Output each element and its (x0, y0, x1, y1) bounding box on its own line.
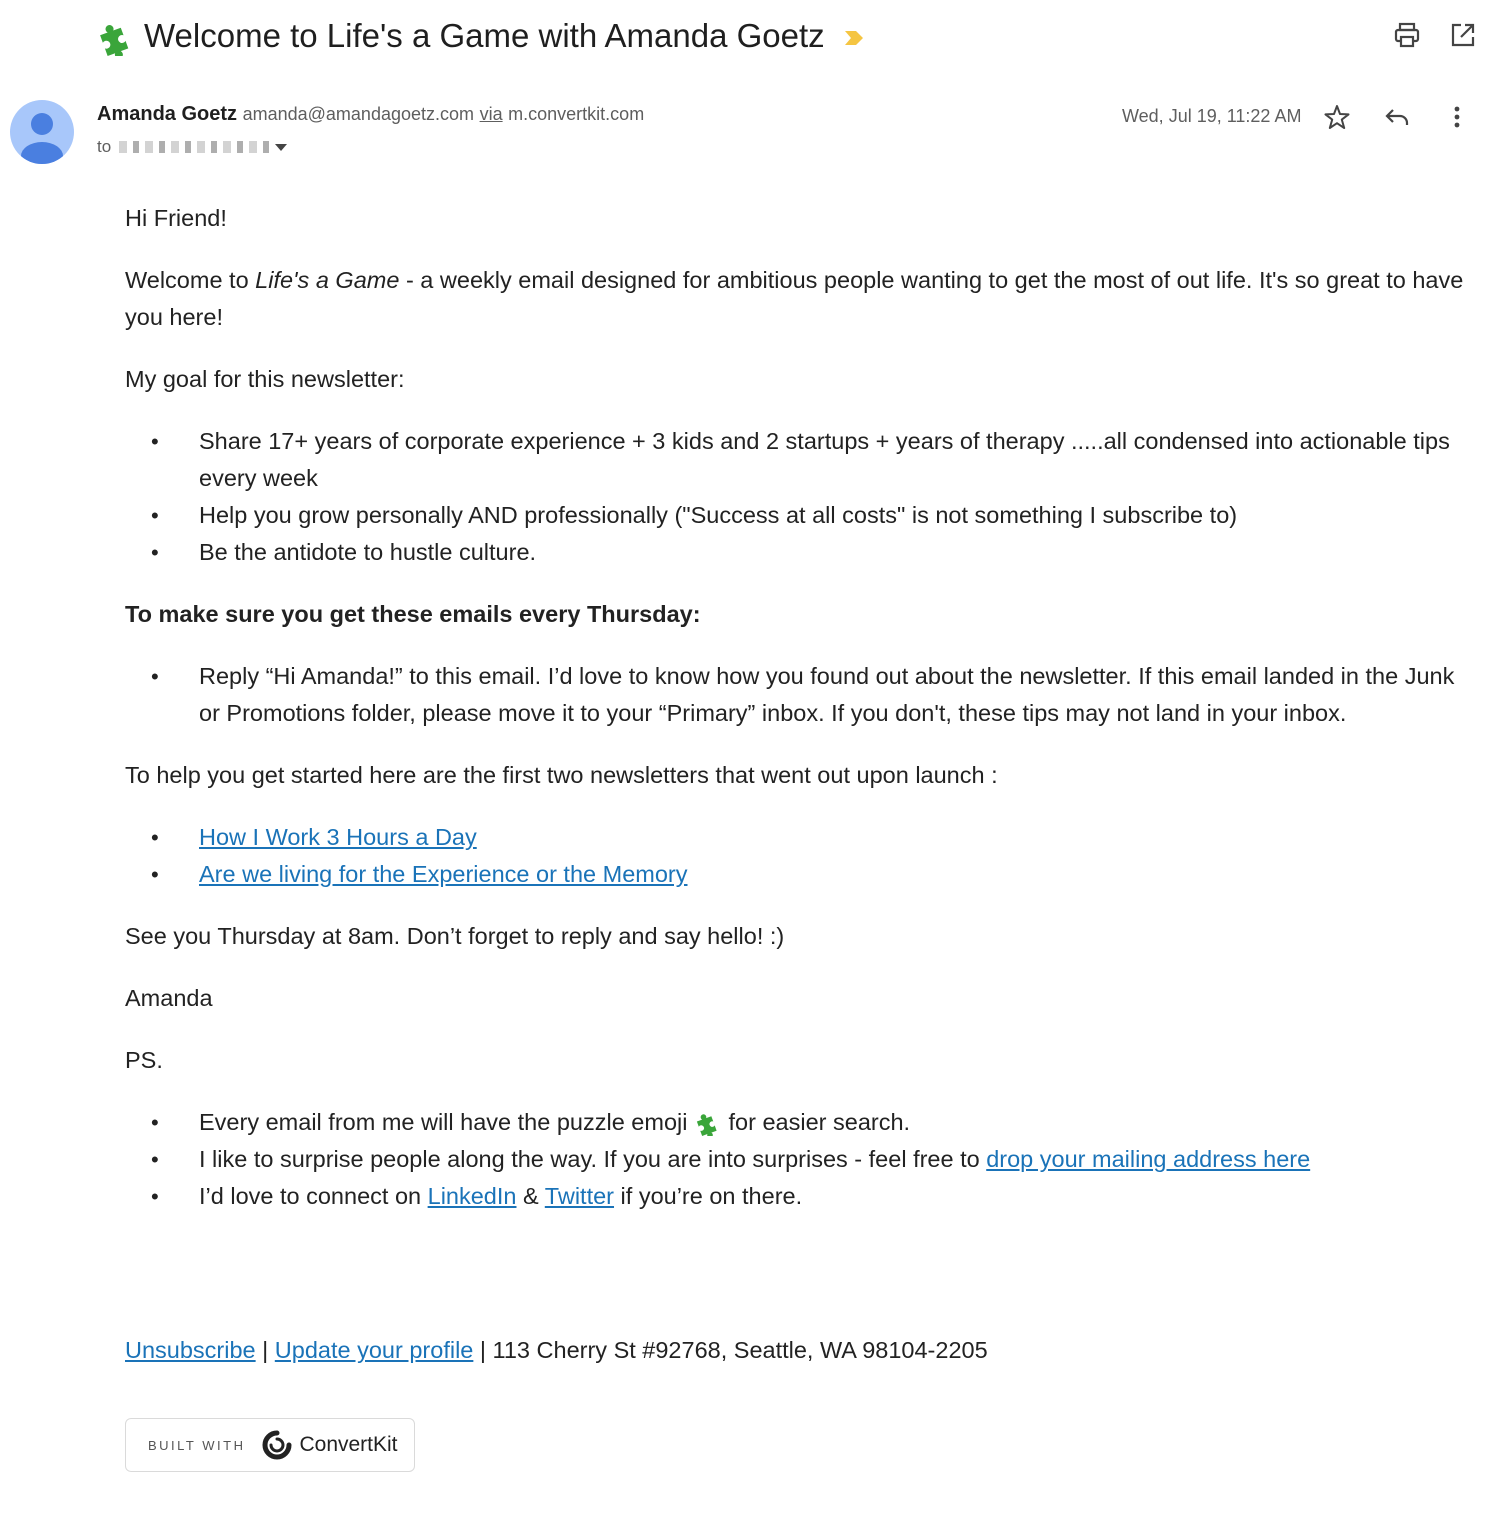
ps-text: Every email from me will have the puzzle emoji (199, 1109, 694, 1135)
email-footer (125, 1337, 988, 1364)
reply-icon[interactable] (1382, 102, 1412, 132)
print-icon[interactable] (1392, 20, 1422, 50)
intro-text: Welcome to (125, 267, 256, 293)
list-item: • Be the antidote to hustle culture. (125, 534, 1465, 571)
separator: | (255, 1337, 275, 1363)
intro-paragraph (125, 262, 1465, 336)
ps-label: PS. (125, 1047, 163, 1073)
list-item (125, 856, 1465, 893)
via-domain: m.convertkit.com (508, 104, 645, 124)
linkedin-link[interactable]: LinkedIn (427, 1183, 517, 1209)
intro-text-cont: - a weekly email designed for ambitious people wanting to get the most of out life. It's so great to have you here! (125, 267, 1464, 330)
chevron-down-icon[interactable] (275, 144, 287, 151)
goal-heading: My goal for this newsletter: (125, 366, 405, 392)
ps-text: I’d love to connect on (199, 1183, 428, 1209)
email-date: Wed, Jul 19, 11:22 AM (1122, 106, 1302, 126)
list-item: • Reply “Hi Amanda!” to this email. I’d love to know how you found out about the newsletter. If this email landed in the Junk or Promotions folder, please move it to your “Primary” inbox. If you don't, these tips may not land in your inbox. (125, 658, 1465, 732)
message-actions (1322, 102, 1472, 132)
subject-row (96, 14, 865, 58)
redacted-recipient (119, 141, 269, 153)
built-with-convertkit-badge[interactable] (125, 1418, 415, 1472)
see-you-text: See you Thursday at 8am. Don’t forget to reply and say hello! :) (125, 923, 785, 949)
puzzle-icon (96, 16, 136, 56)
thursday-heading: To make sure you get these emails every Thursday: (125, 601, 701, 627)
list-item (125, 1104, 1465, 1141)
badge-built-label: BUILT WITH (148, 1437, 246, 1453)
ps-list (125, 1104, 1465, 1215)
email-subject: Welcome to Life's a Game with Amanda Goetz (144, 17, 825, 54)
sender-email: amanda@amandagoetz.com (242, 104, 475, 124)
via-link[interactable]: via (479, 104, 503, 124)
list-item (125, 1141, 1465, 1178)
thursday-list (125, 658, 1465, 732)
mailing-address-link[interactable]: drop your mailing address here (986, 1146, 1311, 1172)
unsubscribe-link[interactable]: Unsubscribe (125, 1337, 256, 1363)
important-marker-icon[interactable] (843, 30, 865, 46)
recipient-line[interactable] (97, 137, 287, 157)
ps-text: for easier search. (721, 1109, 911, 1135)
ps-text: & (516, 1183, 545, 1209)
update-profile-link[interactable]: Update your profile (274, 1337, 474, 1363)
twitter-link[interactable]: Twitter (544, 1183, 615, 1209)
open-in-new-icon[interactable] (1448, 20, 1478, 50)
more-vert-icon[interactable] (1442, 102, 1472, 132)
ps-text: if you’re on there. (614, 1183, 803, 1209)
sender-line (97, 103, 644, 126)
list-item: • Share 17+ years of corporate experience + 3 kids and 2 startups + years of therapy .....all condensed into actionable tips every week (125, 423, 1465, 497)
link-experience-or-memory[interactable]: Are we living for the Experience or the Memory (199, 861, 688, 887)
newsletter-title: Life's a Game (255, 267, 400, 293)
person-avatar-icon[interactable] (10, 100, 74, 164)
puzzle-icon (694, 1108, 722, 1136)
link-how-i-work[interactable]: How I Work 3 Hours a Day (199, 824, 477, 850)
goals-list (125, 423, 1465, 571)
started-heading: To help you get started here are the first two newsletters that went out upon launch : (125, 762, 998, 788)
list-item: • Help you grow personally AND professionally ("Success at all costs" is not something I subscribe to) (125, 497, 1465, 534)
convertkit-logo-icon (261, 1429, 293, 1461)
greeting: Hi Friend! (125, 205, 227, 231)
sender-name[interactable]: Amanda Goetz (97, 103, 238, 125)
list-item (125, 1178, 1465, 1215)
postal-address: 113 Cherry St #92768, Seattle, WA 98104-2205 (492, 1337, 988, 1363)
message-body (125, 200, 1465, 1240)
top-actions (1392, 20, 1478, 50)
star-icon[interactable] (1322, 102, 1352, 132)
separator: | (473, 1337, 493, 1363)
list-item (125, 819, 1465, 856)
to-label: to (97, 137, 112, 156)
ps-text: I like to surprise people along the way. If you are into surprises - feel free to (199, 1146, 987, 1172)
badge-brand: ConvertKit (299, 1433, 398, 1456)
newsletter-links-list (125, 819, 1465, 893)
signoff: Amanda (125, 985, 213, 1011)
